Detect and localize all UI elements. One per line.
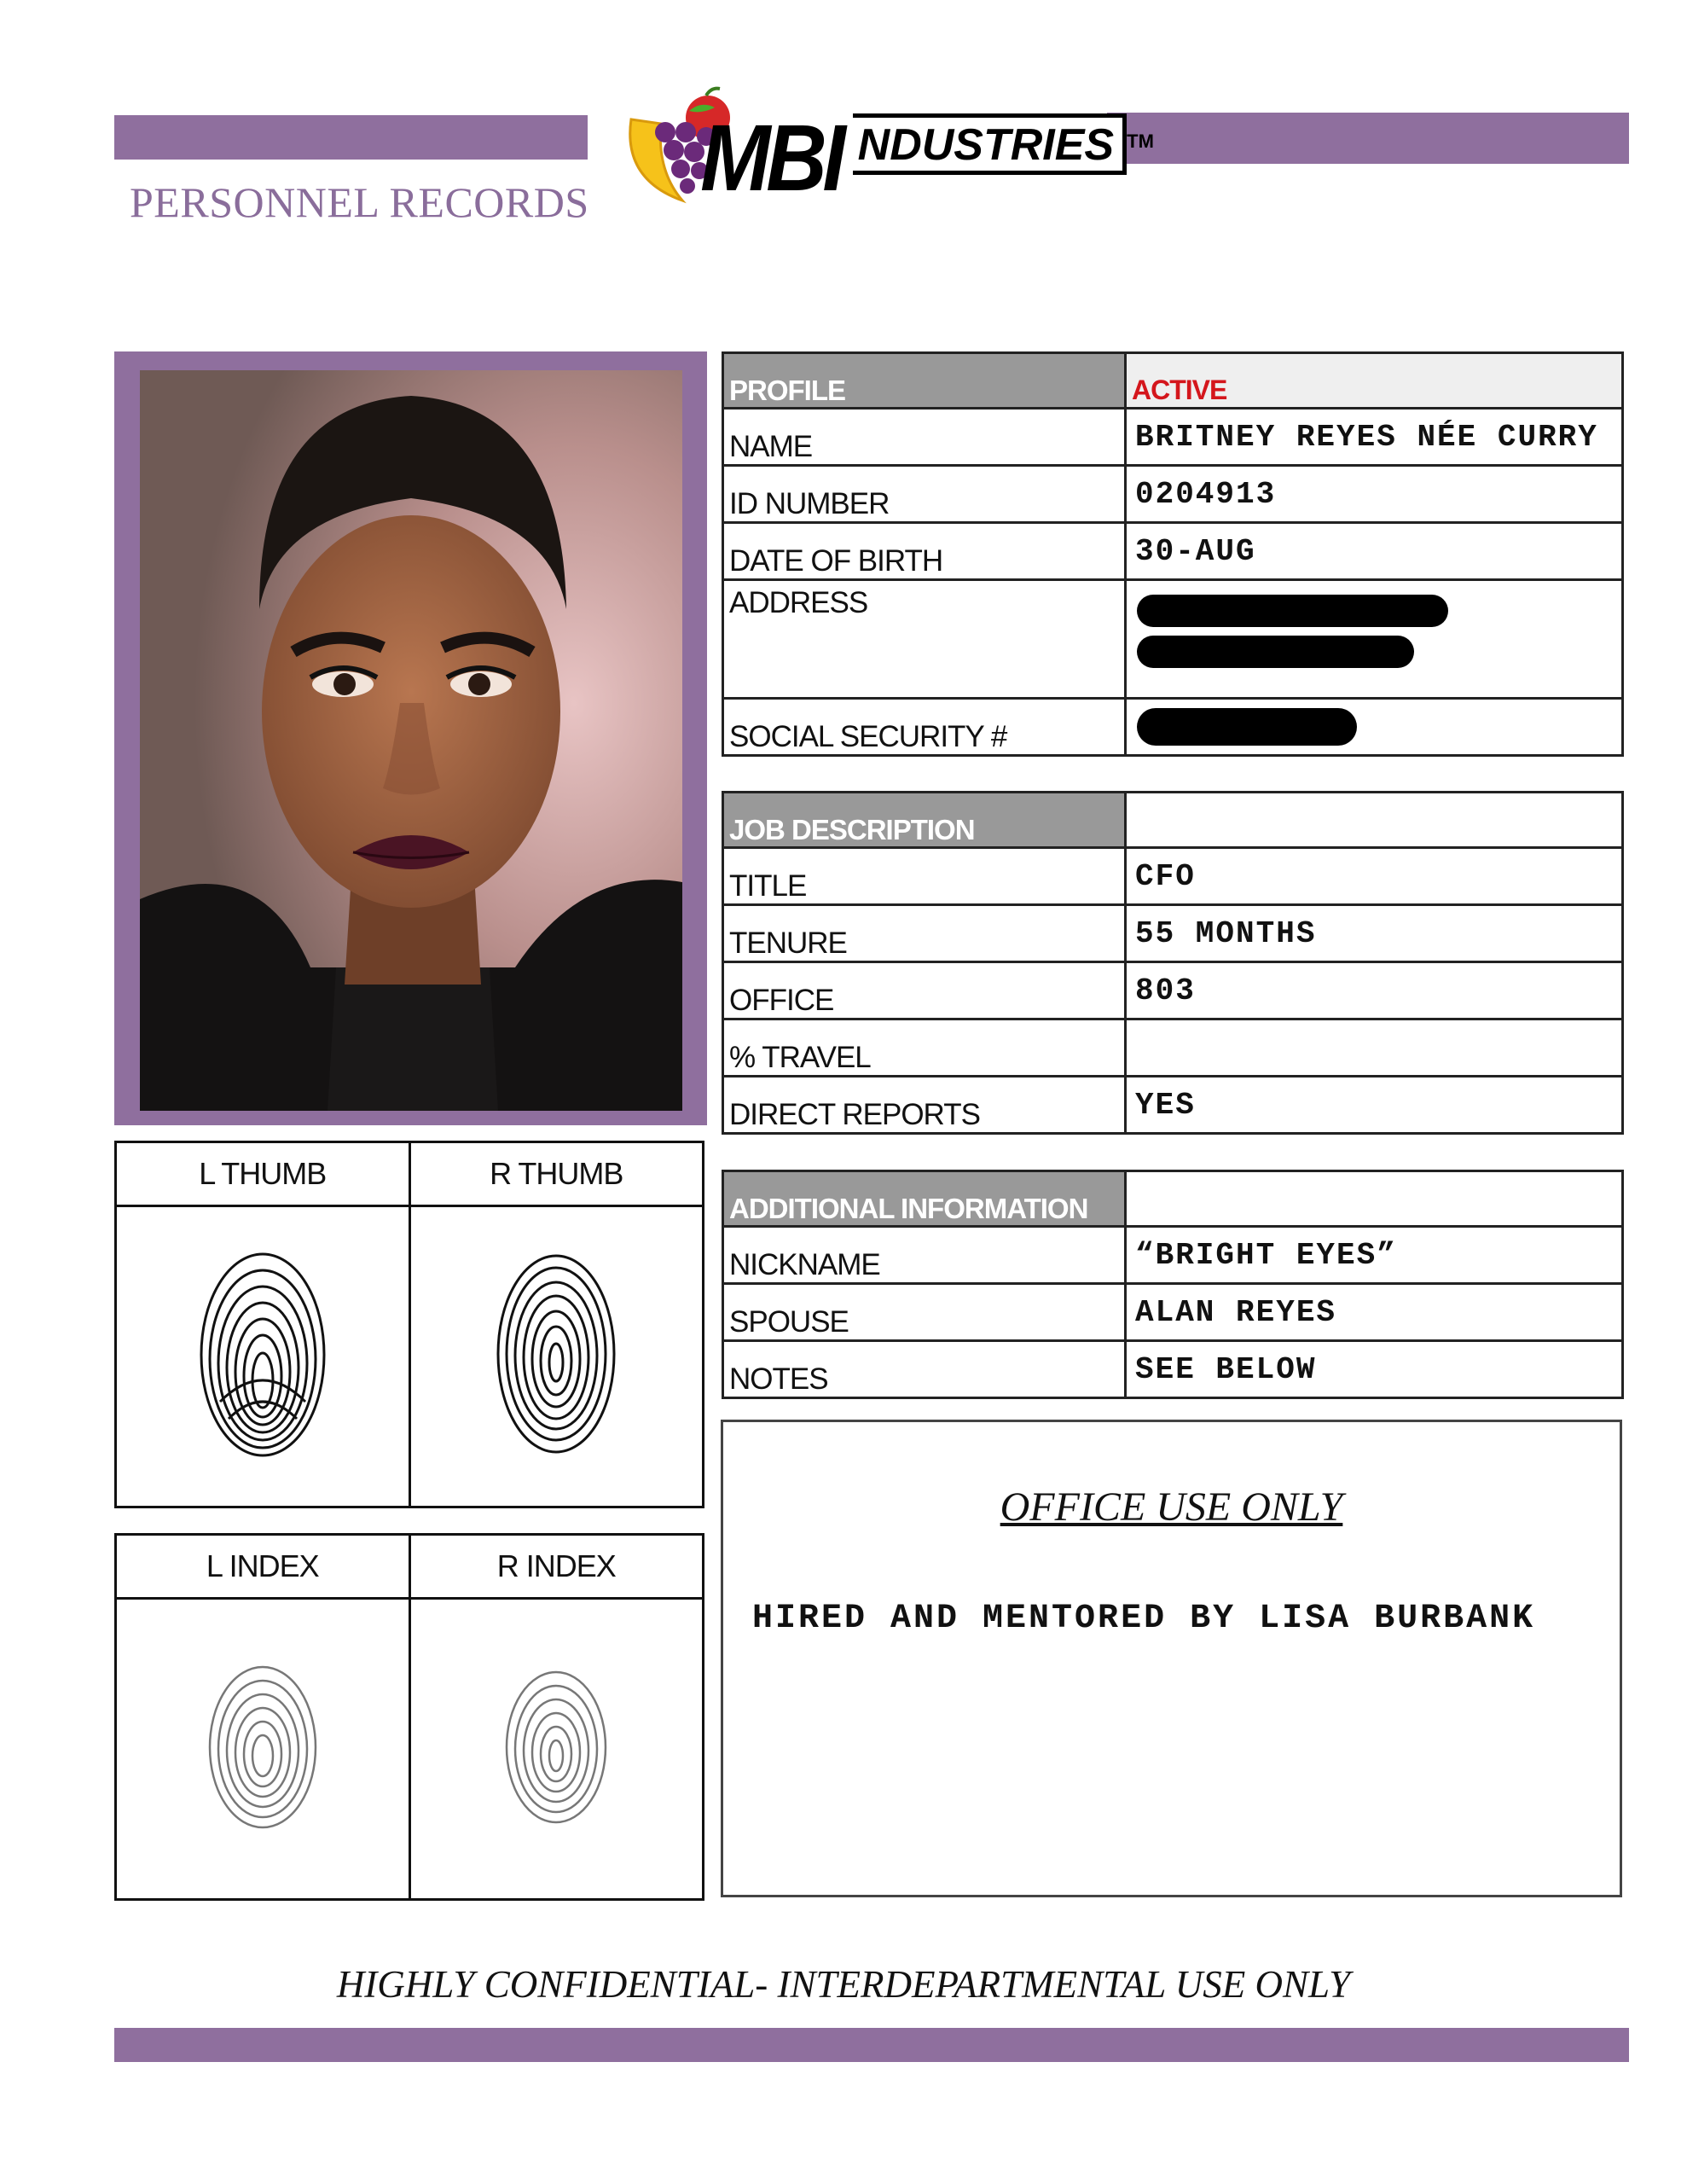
- fingerprint-icon: [492, 1250, 620, 1459]
- fingerprint-icon: [203, 1662, 322, 1833]
- employee-photo: [140, 370, 682, 1111]
- tenure-label: TENURE: [723, 905, 1126, 962]
- dob-label: DATE OF BIRTH: [723, 523, 1126, 580]
- address-value: [1126, 580, 1623, 699]
- r-index-label: R INDEX: [409, 1535, 704, 1599]
- fingerprint-table-index: [114, 1533, 704, 1901]
- logo-trademark: TM: [1127, 131, 1154, 152]
- notes-value: SEE BELOW: [1126, 1341, 1623, 1398]
- ssn-value: [1126, 699, 1623, 756]
- l-index-label: L INDEX: [116, 1535, 410, 1599]
- profile-table: [722, 351, 1624, 757]
- redaction-bar: [1137, 708, 1357, 746]
- name-label: NAME: [723, 409, 1126, 466]
- r-thumb-print: [409, 1206, 704, 1507]
- travel-value: [1126, 1019, 1623, 1077]
- fingerprint-table-thumbs: [114, 1141, 704, 1508]
- office-label: OFFICE: [723, 962, 1126, 1019]
- title-value: CFO: [1126, 848, 1623, 905]
- logo-sub-text: NDUSTRIES: [853, 113, 1127, 175]
- notes-label: NOTES: [723, 1341, 1126, 1398]
- confidential-footer: HIGHLY CONFIDENTIAL- INTERDEPARTMENTAL USE ONLY: [336, 1963, 1351, 2006]
- header-bar-left: [114, 115, 588, 160]
- l-thumb-label: L THUMB: [116, 1142, 410, 1206]
- dob-value: 30-AUG: [1126, 523, 1623, 580]
- tenure-value: 55 MONTHS: [1126, 905, 1623, 962]
- spouse-label: SPOUSE: [723, 1284, 1126, 1341]
- job-table: [722, 791, 1624, 1135]
- job-heading: JOB DESCRIPTION: [723, 793, 1126, 848]
- r-index-print: [409, 1599, 704, 1900]
- nickname-label: NICKNAME: [723, 1227, 1126, 1284]
- fingerprint-icon: [501, 1666, 612, 1828]
- reports-value: YES: [1126, 1077, 1623, 1134]
- additional-heading: ADDITIONAL INFORMATION: [723, 1171, 1126, 1227]
- office-use-title: OFFICE USE ONLY: [1000, 1484, 1343, 1530]
- travel-label: % TRAVEL: [723, 1019, 1126, 1077]
- page-title: PERSONNEL RECORDS: [130, 178, 589, 226]
- redaction-bar: [1137, 636, 1414, 668]
- spouse-value: ALAN REYES: [1126, 1284, 1623, 1341]
- office-use-box: [721, 1420, 1622, 1897]
- status-badge: ACTIVE: [1132, 375, 1227, 405]
- l-index-print: [116, 1599, 410, 1900]
- address-label: ADDRESS: [723, 580, 1126, 699]
- id-label: ID NUMBER: [723, 466, 1126, 523]
- id-value: 0204913: [1126, 466, 1623, 523]
- additional-table: [722, 1170, 1624, 1399]
- office-value: 803: [1126, 962, 1623, 1019]
- office-use-note: HIRED AND MENTORED BY LISA BURBANK: [752, 1600, 1536, 1638]
- r-thumb-label: R THUMB: [409, 1142, 704, 1206]
- name-value: BRITNEY REYES NÉE CURRY: [1126, 409, 1623, 466]
- company-logo: [623, 85, 1154, 213]
- logo-main-text: MBI: [700, 106, 842, 211]
- redaction-bar: [1137, 595, 1448, 627]
- ssn-label: SOCIAL SECURITY #: [723, 699, 1126, 756]
- fingerprint-icon: [194, 1248, 331, 1461]
- nickname-value: “BRIGHT EYES”: [1126, 1227, 1623, 1284]
- footer-bar: [114, 2028, 1629, 2062]
- reports-label: DIRECT REPORTS: [723, 1077, 1126, 1134]
- profile-heading: PROFILE: [723, 353, 1126, 409]
- l-thumb-print: [116, 1206, 410, 1507]
- photo-frame: [114, 351, 707, 1125]
- header-bar-right: [1107, 113, 1629, 164]
- title-label: TITLE: [723, 848, 1126, 905]
